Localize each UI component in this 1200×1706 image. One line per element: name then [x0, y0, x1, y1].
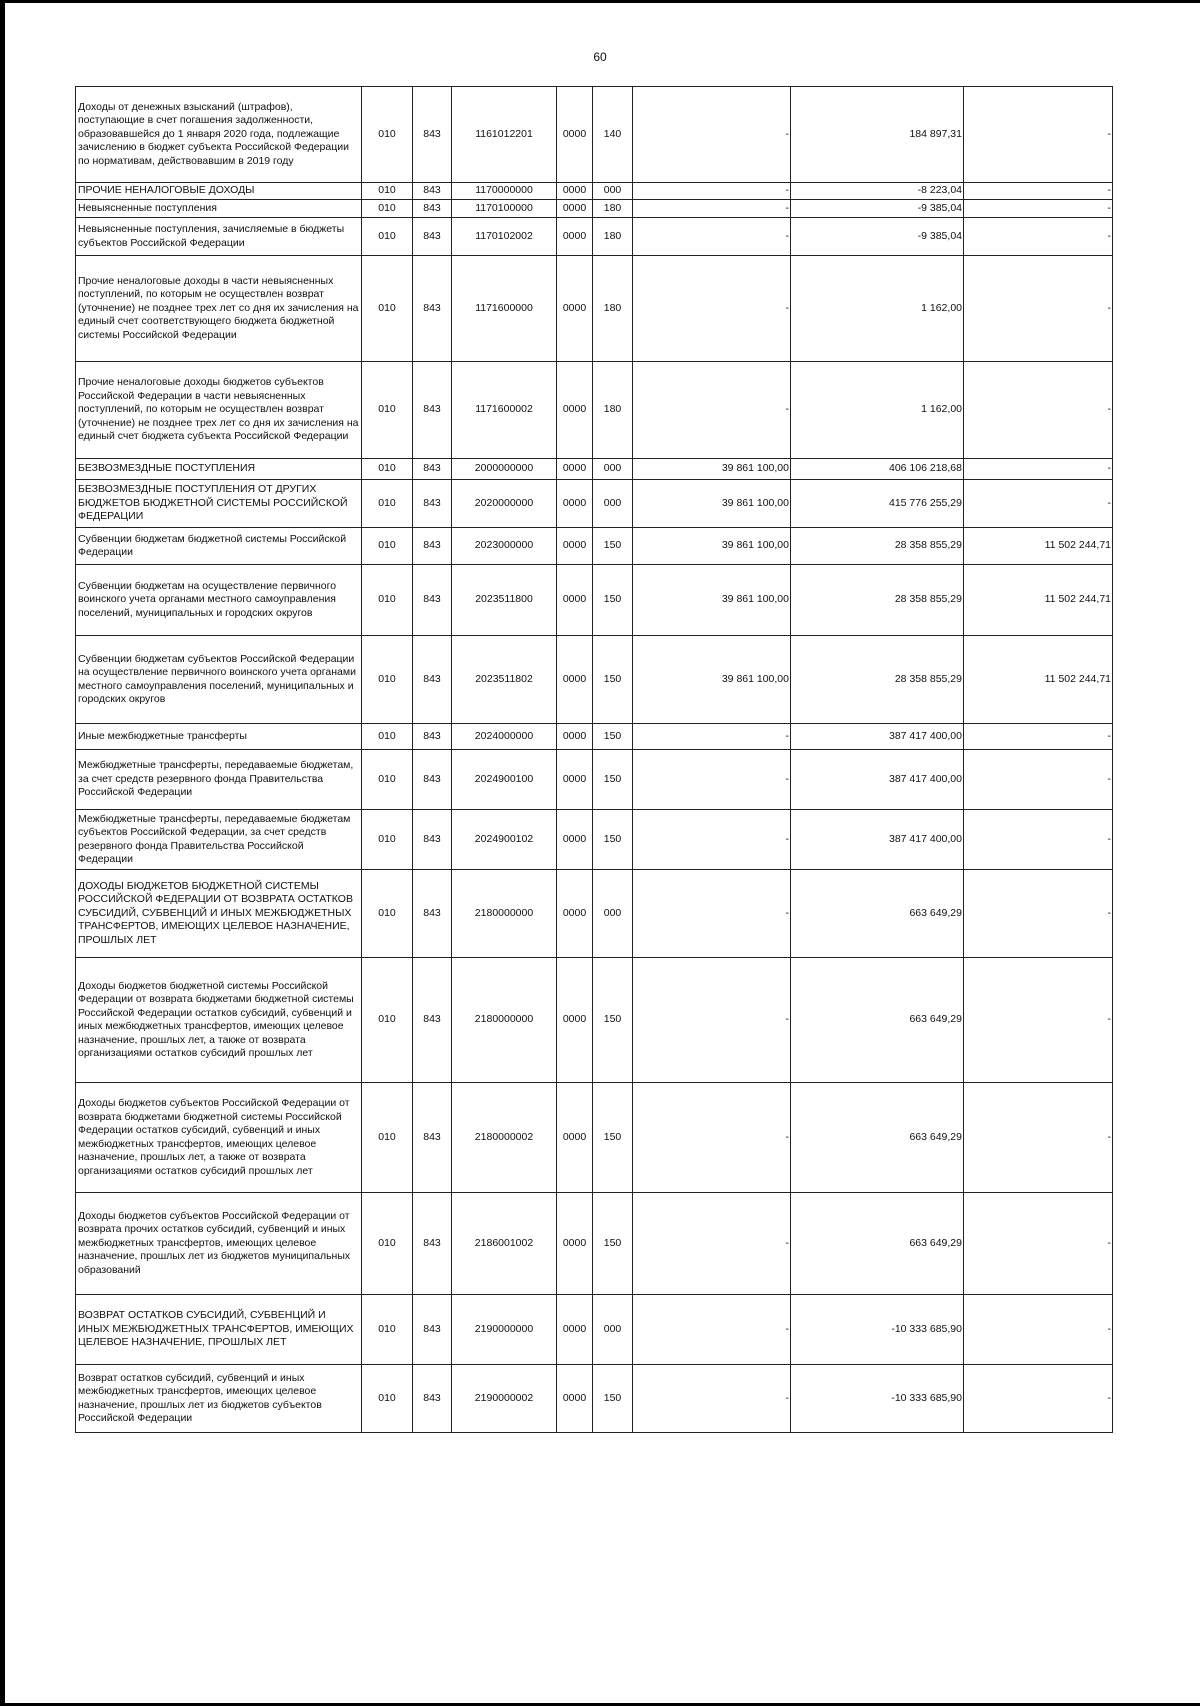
line-code: 010: [362, 810, 413, 870]
indicator-name: Возврат остатков субсидий, субвенций и иных межбюджетных трансфертов, имеющих целевое назначение, прошлых лет из бюджетов субъектов Российской Федерации: [76, 1365, 362, 1433]
program-code: 0000: [557, 459, 593, 480]
admin-code: 843: [413, 480, 452, 528]
program-code: 0000: [557, 565, 593, 636]
table-row: [76, 1083, 1113, 1193]
table-row: [76, 636, 1113, 724]
executed-amount: -9 385,04: [791, 218, 964, 256]
executed-amount: 387 417 400,00: [791, 750, 964, 810]
line-code: 010: [362, 256, 413, 362]
indicator-name: Доходы от денежных взысканий (штрафов), поступающие в счет погашения задолженности, образовавшейся до 1 января 2020 года, подлежащие зачислению в бюджет субъекта Российской Федерации по нормативам, действовавшим в 2019 году: [76, 87, 362, 183]
table-row: [76, 528, 1113, 565]
executed-amount: 387 417 400,00: [791, 724, 964, 750]
program-code: 0000: [557, 958, 593, 1083]
approved-plan: -: [633, 810, 791, 870]
unexecuted-amount: -: [964, 183, 1113, 200]
income-code: 2023511800: [452, 565, 557, 636]
indicator-name: Невыясненные поступления, зачисляемые в бюджеты субъектов Российской Федерации: [76, 218, 362, 256]
admin-code: 843: [413, 636, 452, 724]
approved-plan: 39 861 100,00: [633, 480, 791, 528]
kosgu-code: 000: [593, 183, 633, 200]
executed-amount: 663 649,29: [791, 1083, 964, 1193]
approved-plan: -: [633, 362, 791, 459]
table-row: [76, 870, 1113, 958]
approved-plan: -: [633, 958, 791, 1083]
income-code: 2024900100: [452, 750, 557, 810]
executed-amount: 28 358 855,29: [791, 636, 964, 724]
unexecuted-amount: -: [964, 1193, 1113, 1295]
line-code: 010: [362, 183, 413, 200]
executed-amount: 663 649,29: [791, 958, 964, 1083]
executed-amount: 28 358 855,29: [791, 528, 964, 565]
indicator-name: Прочие неналоговые доходы бюджетов субъектов Российской Федерации в части невыясненных поступлений, по которым не осуществлен возврат (уточнение) не позднее трех лет со дня их зачисления на единый счет бюджета субъекта Российской Федерации: [76, 362, 362, 459]
executed-amount: 387 417 400,00: [791, 810, 964, 870]
indicator-name: ДОХОДЫ БЮДЖЕТОВ БЮДЖЕТНОЙ СИСТЕМЫ РОССИЙСКОЙ ФЕДЕРАЦИИ ОТ ВОЗВРАТА ОСТАТКОВ СУБСИДИЙ, СУБВЕНЦИЙ И ИНЫХ МЕЖБЮДЖЕТНЫХ ТРАНСФЕРТОВ, ИМЕЮЩИХ ЦЕЛЕВОЕ НАЗНАЧЕНИЕ, ПРОШЛЫХ ЛЕТ: [76, 870, 362, 958]
indicator-name: Доходы бюджетов бюджетной системы Российской Федерации от возврата бюджетами бюджетной системы Российской Федерации остатков субсидий, субвенций и иных межбюджетных трансфертов, имеющих целевое назначение, прошлых лет, а также от возврата организациями остатков субсидий прошлых лет: [76, 958, 362, 1083]
approved-plan: -: [633, 256, 791, 362]
unexecuted-amount: -: [964, 1083, 1113, 1193]
executed-amount: -9 385,04: [791, 200, 964, 218]
kosgu-code: 000: [593, 870, 633, 958]
executed-amount: 406 106 218,68: [791, 459, 964, 480]
approved-plan: 39 861 100,00: [633, 528, 791, 565]
approved-plan: -: [633, 724, 791, 750]
approved-plan: 39 861 100,00: [633, 565, 791, 636]
line-code: 010: [362, 1295, 413, 1365]
program-code: 0000: [557, 1193, 593, 1295]
page-number: 60: [593, 50, 607, 64]
income-code: 2180000000: [452, 870, 557, 958]
unexecuted-amount: -: [964, 362, 1113, 459]
kosgu-code: 150: [593, 810, 633, 870]
line-code: 010: [362, 958, 413, 1083]
admin-code: 843: [413, 362, 452, 459]
executed-amount: 663 649,29: [791, 1193, 964, 1295]
table-row: [76, 1365, 1113, 1433]
income-code: 2186001002: [452, 1193, 557, 1295]
executed-amount: 184 897,31: [791, 87, 964, 183]
table-row: [76, 810, 1113, 870]
program-code: 0000: [557, 256, 593, 362]
table-row: [76, 750, 1113, 810]
indicator-name: БЕЗВОЗМЕЗДНЫЕ ПОСТУПЛЕНИЯ ОТ ДРУГИХ БЮДЖЕТОВ БЮДЖЕТНОЙ СИСТЕМЫ РОССИЙСКОЙ ФЕДЕРАЦИИ: [76, 480, 362, 528]
unexecuted-amount: -: [964, 218, 1113, 256]
program-code: 0000: [557, 528, 593, 565]
admin-code: 843: [413, 1295, 452, 1365]
line-code: 010: [362, 362, 413, 459]
indicator-name: ПРОЧИЕ НЕНАЛОГОВЫЕ ДОХОДЫ: [76, 183, 362, 200]
revenue-table: [75, 86, 1113, 1433]
approved-plan: -: [633, 183, 791, 200]
table-row: [76, 218, 1113, 256]
unexecuted-amount: -: [964, 810, 1113, 870]
program-code: 0000: [557, 200, 593, 218]
executed-amount: 663 649,29: [791, 870, 964, 958]
indicator-name: Доходы бюджетов субъектов Российской Федерации от возврата прочих остатков субсидий, субвенций и иных межбюджетных трансфертов, имеющих целевое назначение, прошлых лет из бюджетов муниципальных образований: [76, 1193, 362, 1295]
approved-plan: -: [633, 1295, 791, 1365]
program-code: 0000: [557, 1295, 593, 1365]
table-body: [76, 87, 1113, 1433]
program-code: 0000: [557, 362, 593, 459]
income-code: 2000000000: [452, 459, 557, 480]
indicator-name: Субвенции бюджетам субъектов Российской Федерации на осуществление первичного воинского учета органами местного самоуправления поселений, муниципальных и городских округов: [76, 636, 362, 724]
approved-plan: -: [633, 200, 791, 218]
kosgu-code: 140: [593, 87, 633, 183]
admin-code: 843: [413, 218, 452, 256]
income-code: 2190000000: [452, 1295, 557, 1365]
table-row: [76, 565, 1113, 636]
approved-plan: -: [633, 750, 791, 810]
indicator-name: Невыясненные поступления: [76, 200, 362, 218]
executed-amount: 28 358 855,29: [791, 565, 964, 636]
admin-code: 843: [413, 1193, 452, 1295]
program-code: 0000: [557, 1365, 593, 1433]
program-code: 0000: [557, 218, 593, 256]
admin-code: 843: [413, 200, 452, 218]
admin-code: 843: [413, 256, 452, 362]
program-code: 0000: [557, 183, 593, 200]
unexecuted-amount: -: [964, 480, 1113, 528]
unexecuted-amount: -: [964, 870, 1113, 958]
line-code: 010: [362, 200, 413, 218]
program-code: 0000: [557, 810, 593, 870]
admin-code: 843: [413, 459, 452, 480]
admin-code: 843: [413, 958, 452, 1083]
approved-plan: -: [633, 1365, 791, 1433]
unexecuted-amount: -: [964, 1295, 1113, 1365]
indicator-name: ВОЗВРАТ ОСТАТКОВ СУБСИДИЙ, СУБВЕНЦИЙ И ИНЫХ МЕЖБЮДЖЕТНЫХ ТРАНСФЕРТОВ, ИМЕЮЩИХ ЦЕЛЕВОЕ НАЗНАЧЕНИЕ, ПРОШЛЫХ ЛЕТ: [76, 1295, 362, 1365]
income-code: 1171600000: [452, 256, 557, 362]
income-code: 2023000000: [452, 528, 557, 565]
executed-amount: 1 162,00: [791, 362, 964, 459]
kosgu-code: 150: [593, 1083, 633, 1193]
approved-plan: -: [633, 218, 791, 256]
kosgu-code: 150: [593, 750, 633, 810]
line-code: 010: [362, 870, 413, 958]
kosgu-code: 150: [593, 1365, 633, 1433]
indicator-name: Межбюджетные трансферты, передаваемые бюджетам, за счет средств резервного фонда Правительства Российской Федерации: [76, 750, 362, 810]
table-row: [76, 183, 1113, 200]
kosgu-code: 180: [593, 200, 633, 218]
line-code: 010: [362, 565, 413, 636]
scan-border-left: [0, 0, 5, 1706]
income-code: 1171600002: [452, 362, 557, 459]
line-code: 010: [362, 1365, 413, 1433]
table-row: [76, 480, 1113, 528]
line-code: 010: [362, 724, 413, 750]
admin-code: 843: [413, 528, 452, 565]
unexecuted-amount: -: [964, 750, 1113, 810]
table-row: [76, 362, 1113, 459]
table-row: [76, 1193, 1113, 1295]
line-code: 010: [362, 528, 413, 565]
executed-amount: 415 776 255,29: [791, 480, 964, 528]
table-row: [76, 256, 1113, 362]
unexecuted-amount: -: [964, 724, 1113, 750]
income-code: 2023511802: [452, 636, 557, 724]
approved-plan: -: [633, 1193, 791, 1295]
program-code: 0000: [557, 870, 593, 958]
unexecuted-amount: 11 502 244,71: [964, 528, 1113, 565]
kosgu-code: 000: [593, 480, 633, 528]
unexecuted-amount: -: [964, 958, 1113, 1083]
kosgu-code: 180: [593, 256, 633, 362]
executed-amount: -10 333 685,90: [791, 1365, 964, 1433]
program-code: 0000: [557, 87, 593, 183]
income-code: 1170000000: [452, 183, 557, 200]
line-code: 010: [362, 1083, 413, 1193]
admin-code: 843: [413, 1083, 452, 1193]
table-row: [76, 724, 1113, 750]
admin-code: 843: [413, 87, 452, 183]
program-code: 0000: [557, 636, 593, 724]
unexecuted-amount: -: [964, 200, 1113, 218]
executed-amount: -10 333 685,90: [791, 1295, 964, 1365]
table-row: [76, 459, 1113, 480]
approved-plan: 39 861 100,00: [633, 636, 791, 724]
executed-amount: 1 162,00: [791, 256, 964, 362]
executed-amount: -8 223,04: [791, 183, 964, 200]
kosgu-code: 150: [593, 1193, 633, 1295]
admin-code: 843: [413, 565, 452, 636]
unexecuted-amount: -: [964, 459, 1113, 480]
kosgu-code: 150: [593, 724, 633, 750]
income-code: 2024900102: [452, 810, 557, 870]
line-code: 010: [362, 459, 413, 480]
admin-code: 843: [413, 810, 452, 870]
kosgu-code: 150: [593, 958, 633, 1083]
program-code: 0000: [557, 480, 593, 528]
indicator-name: Доходы бюджетов субъектов Российской Федерации от возврата бюджетами бюджетной системы Российской Федерации остатков субсидий, субвенций и иных межбюджетных трансфертов, имеющих целевое назначение, прошлых лет, а также от возврата организациями остатков субсидий прошлых лет: [76, 1083, 362, 1193]
income-code: 2180000002: [452, 1083, 557, 1193]
income-code: 1161012201: [452, 87, 557, 183]
approved-plan: -: [633, 87, 791, 183]
line-code: 010: [362, 87, 413, 183]
income-code: 1170102002: [452, 218, 557, 256]
indicator-name: БЕЗВОЗМЕЗДНЫЕ ПОСТУПЛЕНИЯ: [76, 459, 362, 480]
unexecuted-amount: 11 502 244,71: [964, 636, 1113, 724]
kosgu-code: 150: [593, 636, 633, 724]
income-code: 2190000002: [452, 1365, 557, 1433]
unexecuted-amount: -: [964, 256, 1113, 362]
admin-code: 843: [413, 750, 452, 810]
line-code: 010: [362, 218, 413, 256]
income-code: 1170100000: [452, 200, 557, 218]
indicator-name: Иные межбюджетные трансферты: [76, 724, 362, 750]
kosgu-code: 150: [593, 528, 633, 565]
income-code: 2020000000: [452, 480, 557, 528]
indicator-name: Субвенции бюджетам на осуществление первичного воинского учета органами местного самоуправления поселений, муниципальных и городских округов: [76, 565, 362, 636]
approved-plan: -: [633, 1083, 791, 1193]
program-code: 0000: [557, 1083, 593, 1193]
table-row: [76, 87, 1113, 183]
scan-border-top: [0, 0, 1200, 3]
income-code: 2180000000: [452, 958, 557, 1083]
program-code: 0000: [557, 724, 593, 750]
admin-code: 843: [413, 183, 452, 200]
indicator-name: Межбюджетные трансферты, передаваемые бюджетам субъектов Российской Федерации, за счет средств резервного фонда Правительства Российской Федерации: [76, 810, 362, 870]
table-row: [76, 200, 1113, 218]
kosgu-code: 150: [593, 565, 633, 636]
indicator-name: Субвенции бюджетам бюджетной системы Российской Федерации: [76, 528, 362, 565]
kosgu-code: 180: [593, 218, 633, 256]
program-code: 0000: [557, 750, 593, 810]
line-code: 010: [362, 636, 413, 724]
unexecuted-amount: -: [964, 87, 1113, 183]
admin-code: 843: [413, 870, 452, 958]
kosgu-code: 000: [593, 1295, 633, 1365]
line-code: 010: [362, 1193, 413, 1295]
approved-plan: 39 861 100,00: [633, 459, 791, 480]
line-code: 010: [362, 750, 413, 810]
line-code: 010: [362, 480, 413, 528]
table-row: [76, 1295, 1113, 1365]
kosgu-code: 180: [593, 362, 633, 459]
approved-plan: -: [633, 870, 791, 958]
indicator-name: Прочие неналоговые доходы в части невыясненных поступлений, по которым не осуществлен возврат (уточнение) не позднее трех лет со дня их зачисления на единый счет соответствующего бюджета бюджетной системы Российской Федерации: [76, 256, 362, 362]
admin-code: 843: [413, 1365, 452, 1433]
income-code: 2024000000: [452, 724, 557, 750]
table-row: [76, 958, 1113, 1083]
unexecuted-amount: 11 502 244,71: [964, 565, 1113, 636]
unexecuted-amount: -: [964, 1365, 1113, 1433]
admin-code: 843: [413, 724, 452, 750]
kosgu-code: 000: [593, 459, 633, 480]
